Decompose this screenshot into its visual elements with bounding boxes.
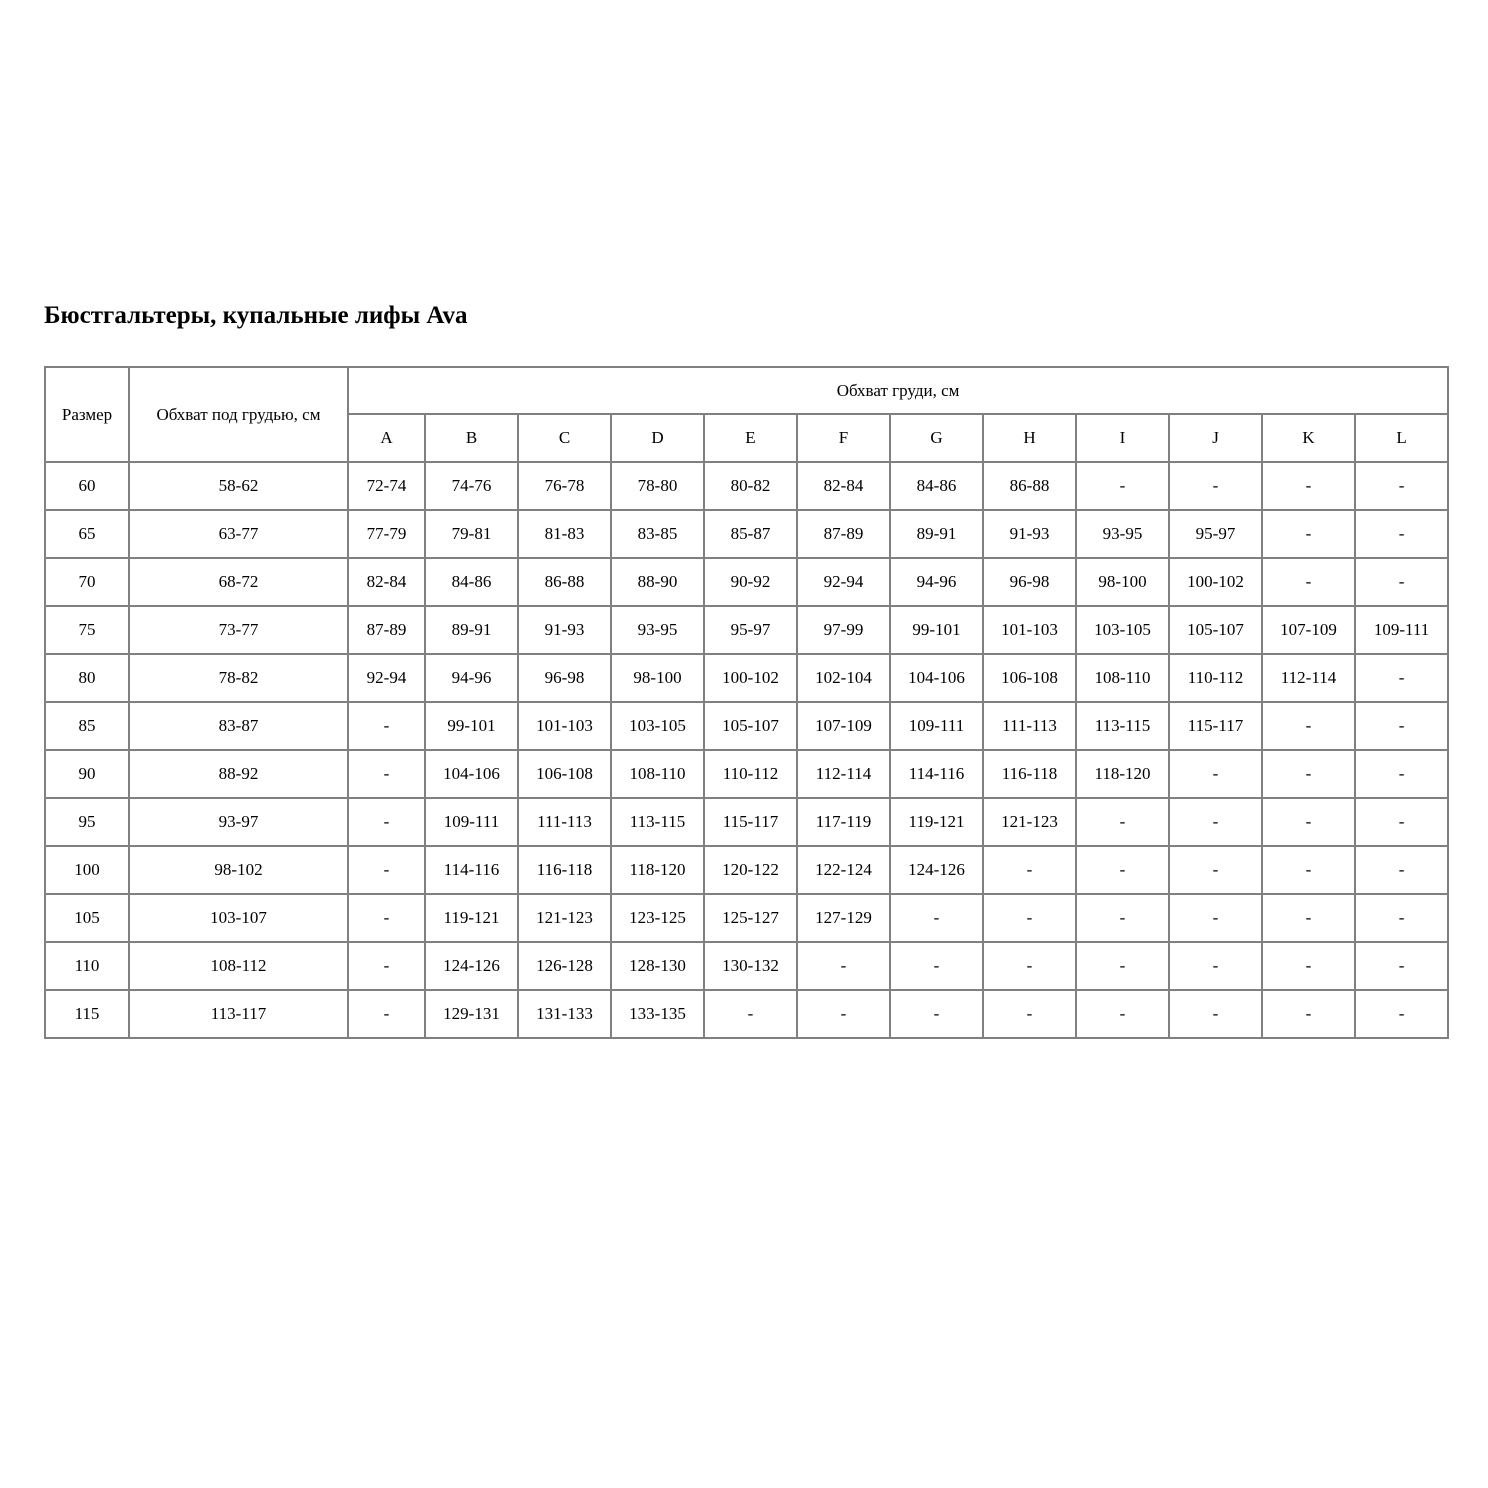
bust-range-cell: 95-97 (704, 606, 797, 654)
bust-range-cell: - (1355, 798, 1448, 846)
bust-range-cell: 112-114 (1262, 654, 1355, 702)
bust-range-cell: 106-108 (983, 654, 1076, 702)
bust-range-cell: 128-130 (611, 942, 704, 990)
bust-range-cell: - (1076, 798, 1169, 846)
underbust-cell: 108-112 (129, 942, 348, 990)
bust-range-cell: 76-78 (518, 462, 611, 510)
bust-range-cell: 109-111 (1355, 606, 1448, 654)
underbust-cell: 68-72 (129, 558, 348, 606)
bust-range-cell: 105-107 (1169, 606, 1262, 654)
bust-range-cell: - (348, 894, 425, 942)
bust-range-cell: - (797, 990, 890, 1038)
bust-range-cell: 86-88 (983, 462, 1076, 510)
bust-range-cell: 84-86 (890, 462, 983, 510)
bust-range-cell: 121-123 (518, 894, 611, 942)
cup-column-header: H (983, 414, 1076, 462)
header-row-top (45, 367, 1448, 414)
bust-range-cell: 115-117 (1169, 702, 1262, 750)
bust-range-cell: - (348, 942, 425, 990)
table-row (45, 510, 1448, 558)
size-cell: 60 (45, 462, 129, 510)
bust-range-cell: 124-126 (890, 846, 983, 894)
bust-range-cell: - (1262, 798, 1355, 846)
bust-range-cell: 112-114 (797, 750, 890, 798)
bust-range-cell: 77-79 (348, 510, 425, 558)
bust-range-cell: - (1076, 990, 1169, 1038)
bust-range-cell: - (983, 846, 1076, 894)
bust-range-cell: 81-83 (518, 510, 611, 558)
size-cell: 80 (45, 654, 129, 702)
bust-range-cell: 115-117 (704, 798, 797, 846)
size-cell: 90 (45, 750, 129, 798)
table-body (45, 462, 1448, 1038)
bust-range-cell: - (1169, 894, 1262, 942)
bust-range-cell: 91-93 (518, 606, 611, 654)
bust-range-cell: 100-102 (704, 654, 797, 702)
bust-range-cell: 97-99 (797, 606, 890, 654)
size-chart-table (44, 366, 1449, 1039)
bust-range-cell: 94-96 (425, 654, 518, 702)
table-row (45, 606, 1448, 654)
cup-column-header: K (1262, 414, 1355, 462)
size-cell: 105 (45, 894, 129, 942)
underbust-cell: 93-97 (129, 798, 348, 846)
bust-range-cell: - (1169, 462, 1262, 510)
bust-range-cell: 101-103 (518, 702, 611, 750)
cup-column-header: I (1076, 414, 1169, 462)
bust-range-cell: 118-120 (1076, 750, 1169, 798)
bust-range-cell: 118-120 (611, 846, 704, 894)
bust-range-cell: - (1169, 750, 1262, 798)
bust-range-cell: - (1169, 942, 1262, 990)
cup-column-header: G (890, 414, 983, 462)
cup-column-header: B (425, 414, 518, 462)
bust-range-cell: 96-98 (518, 654, 611, 702)
bust-range-cell: - (1355, 990, 1448, 1038)
bust-range-cell: - (1262, 558, 1355, 606)
underbust-cell: 98-102 (129, 846, 348, 894)
bust-range-cell: 110-112 (1169, 654, 1262, 702)
bust-range-cell: 107-109 (797, 702, 890, 750)
cup-column-header: C (518, 414, 611, 462)
bust-range-cell: 124-126 (425, 942, 518, 990)
bust-range-cell: 103-105 (611, 702, 704, 750)
bust-range-cell: 92-94 (348, 654, 425, 702)
bust-range-cell: 116-118 (983, 750, 1076, 798)
bust-range-cell: - (704, 990, 797, 1038)
bust-range-cell: - (1262, 750, 1355, 798)
bust-range-cell: 127-129 (797, 894, 890, 942)
bust-range-cell: 105-107 (704, 702, 797, 750)
underbust-cell: 103-107 (129, 894, 348, 942)
bust-range-cell: 122-124 (797, 846, 890, 894)
bust-range-cell: - (890, 894, 983, 942)
bust-range-cell: - (1169, 846, 1262, 894)
underbust-cell: 83-87 (129, 702, 348, 750)
bust-range-cell: 89-91 (890, 510, 983, 558)
bust-range-cell: 80-82 (704, 462, 797, 510)
bust-range-cell: 111-113 (983, 702, 1076, 750)
cup-column-header: E (704, 414, 797, 462)
bust-range-cell: 91-93 (983, 510, 1076, 558)
bust-range-cell: 130-132 (704, 942, 797, 990)
bust-range-cell: 96-98 (983, 558, 1076, 606)
bust-range-cell: 83-85 (611, 510, 704, 558)
bust-range-cell: 99-101 (425, 702, 518, 750)
bust-range-cell: - (1355, 942, 1448, 990)
bust-range-cell: - (1262, 462, 1355, 510)
bust-range-cell: 123-125 (611, 894, 704, 942)
bust-range-cell: - (1076, 894, 1169, 942)
bust-range-cell: 82-84 (348, 558, 425, 606)
bust-range-cell: 84-86 (425, 558, 518, 606)
underbust-cell: 58-62 (129, 462, 348, 510)
table-row (45, 750, 1448, 798)
bust-range-cell: 126-128 (518, 942, 611, 990)
bust-range-cell: 114-116 (890, 750, 983, 798)
bust-range-cell: 125-127 (704, 894, 797, 942)
table-row (45, 846, 1448, 894)
bust-range-cell: - (1355, 702, 1448, 750)
bust-range-cell: - (348, 702, 425, 750)
bust-range-cell: - (1169, 798, 1262, 846)
page-title: Бюстгальтеры, купальные лифы Ava (44, 302, 468, 329)
size-cell: 115 (45, 990, 129, 1038)
bust-range-cell: 99-101 (890, 606, 983, 654)
bust-range-cell: 131-133 (518, 990, 611, 1038)
bust-range-cell: 104-106 (890, 654, 983, 702)
underbust-cell: 73-77 (129, 606, 348, 654)
bust-range-cell: 87-89 (797, 510, 890, 558)
bust-range-cell: - (1076, 462, 1169, 510)
bust-range-cell: - (348, 750, 425, 798)
bust-range-cell: 113-115 (611, 798, 704, 846)
bust-range-cell: - (797, 942, 890, 990)
bust-range-cell: 104-106 (425, 750, 518, 798)
size-cell: 85 (45, 702, 129, 750)
bust-range-cell: 78-80 (611, 462, 704, 510)
bust-range-cell: - (1355, 510, 1448, 558)
bust-range-cell: - (1355, 894, 1448, 942)
bust-range-cell: 95-97 (1169, 510, 1262, 558)
cup-column-header: D (611, 414, 704, 462)
bust-range-cell: 107-109 (1262, 606, 1355, 654)
table-row (45, 894, 1448, 942)
cup-column-header: F (797, 414, 890, 462)
bust-range-cell: 133-135 (611, 990, 704, 1038)
bust-range-cell: 106-108 (518, 750, 611, 798)
bust-range-cell: 102-104 (797, 654, 890, 702)
underbust-cell: 113-117 (129, 990, 348, 1038)
bust-range-cell: 88-90 (611, 558, 704, 606)
bust-range-cell: - (983, 990, 1076, 1038)
bust-range-cell: 129-131 (425, 990, 518, 1038)
table-row (45, 558, 1448, 606)
bust-range-cell: - (1262, 510, 1355, 558)
bust-group-header: Обхват груди, см (348, 367, 1448, 414)
size-column-header: Размер (45, 367, 129, 462)
table-row (45, 654, 1448, 702)
bust-range-cell: 98-100 (611, 654, 704, 702)
bust-range-cell: 109-111 (890, 702, 983, 750)
bust-range-cell: 82-84 (797, 462, 890, 510)
table-row (45, 798, 1448, 846)
bust-range-cell: 120-122 (704, 846, 797, 894)
underbust-cell: 63-77 (129, 510, 348, 558)
bust-range-cell: 98-100 (1076, 558, 1169, 606)
bust-range-cell: - (348, 798, 425, 846)
bust-range-cell: 111-113 (518, 798, 611, 846)
bust-range-cell: 114-116 (425, 846, 518, 894)
bust-range-cell: - (890, 990, 983, 1038)
bust-range-cell: - (1262, 846, 1355, 894)
underbust-cell: 78-82 (129, 654, 348, 702)
bust-range-cell: - (348, 990, 425, 1038)
size-cell: 95 (45, 798, 129, 846)
bust-range-cell: - (1355, 654, 1448, 702)
cup-column-header: A (348, 414, 425, 462)
bust-range-cell: 93-95 (611, 606, 704, 654)
bust-range-cell: - (1355, 750, 1448, 798)
bust-range-cell: - (1262, 894, 1355, 942)
bust-range-cell: 108-110 (611, 750, 704, 798)
bust-range-cell: 87-89 (348, 606, 425, 654)
cup-column-header: L (1355, 414, 1448, 462)
bust-range-cell: 117-119 (797, 798, 890, 846)
size-cell: 75 (45, 606, 129, 654)
bust-range-cell: - (1262, 702, 1355, 750)
size-cell: 100 (45, 846, 129, 894)
bust-range-cell: 89-91 (425, 606, 518, 654)
bust-range-cell: - (1076, 846, 1169, 894)
cup-column-header: J (1169, 414, 1262, 462)
bust-range-cell: - (1169, 990, 1262, 1038)
bust-range-cell: 113-115 (1076, 702, 1169, 750)
underbust-column-header: Обхват под грудью, см (129, 367, 348, 462)
bust-range-cell: - (983, 942, 1076, 990)
bust-range-cell: - (1355, 558, 1448, 606)
bust-range-cell: 121-123 (983, 798, 1076, 846)
bust-range-cell: 72-74 (348, 462, 425, 510)
bust-range-cell: - (1262, 942, 1355, 990)
table-row (45, 942, 1448, 990)
bust-range-cell: - (983, 894, 1076, 942)
bust-range-cell: 103-105 (1076, 606, 1169, 654)
bust-range-cell: 79-81 (425, 510, 518, 558)
bust-range-cell: 116-118 (518, 846, 611, 894)
bust-range-cell: 86-88 (518, 558, 611, 606)
bust-range-cell: - (348, 846, 425, 894)
table-header (45, 367, 1448, 462)
bust-range-cell: 110-112 (704, 750, 797, 798)
bust-range-cell: - (1355, 846, 1448, 894)
bust-range-cell: - (1355, 462, 1448, 510)
bust-range-cell: 119-121 (890, 798, 983, 846)
bust-range-cell: 74-76 (425, 462, 518, 510)
size-cell: 70 (45, 558, 129, 606)
underbust-cell: 88-92 (129, 750, 348, 798)
bust-range-cell: 92-94 (797, 558, 890, 606)
bust-range-cell: 119-121 (425, 894, 518, 942)
bust-range-cell: - (1076, 942, 1169, 990)
table-row (45, 462, 1448, 510)
bust-range-cell: 90-92 (704, 558, 797, 606)
size-cell: 65 (45, 510, 129, 558)
bust-range-cell: 93-95 (1076, 510, 1169, 558)
bust-range-cell: 109-111 (425, 798, 518, 846)
table-row (45, 702, 1448, 750)
bust-range-cell: 94-96 (890, 558, 983, 606)
bust-range-cell: 85-87 (704, 510, 797, 558)
bust-range-cell: 101-103 (983, 606, 1076, 654)
bust-range-cell: - (890, 942, 983, 990)
size-cell: 110 (45, 942, 129, 990)
bust-range-cell: - (1262, 990, 1355, 1038)
bust-range-cell: 108-110 (1076, 654, 1169, 702)
bust-range-cell: 100-102 (1169, 558, 1262, 606)
table-row (45, 990, 1448, 1038)
